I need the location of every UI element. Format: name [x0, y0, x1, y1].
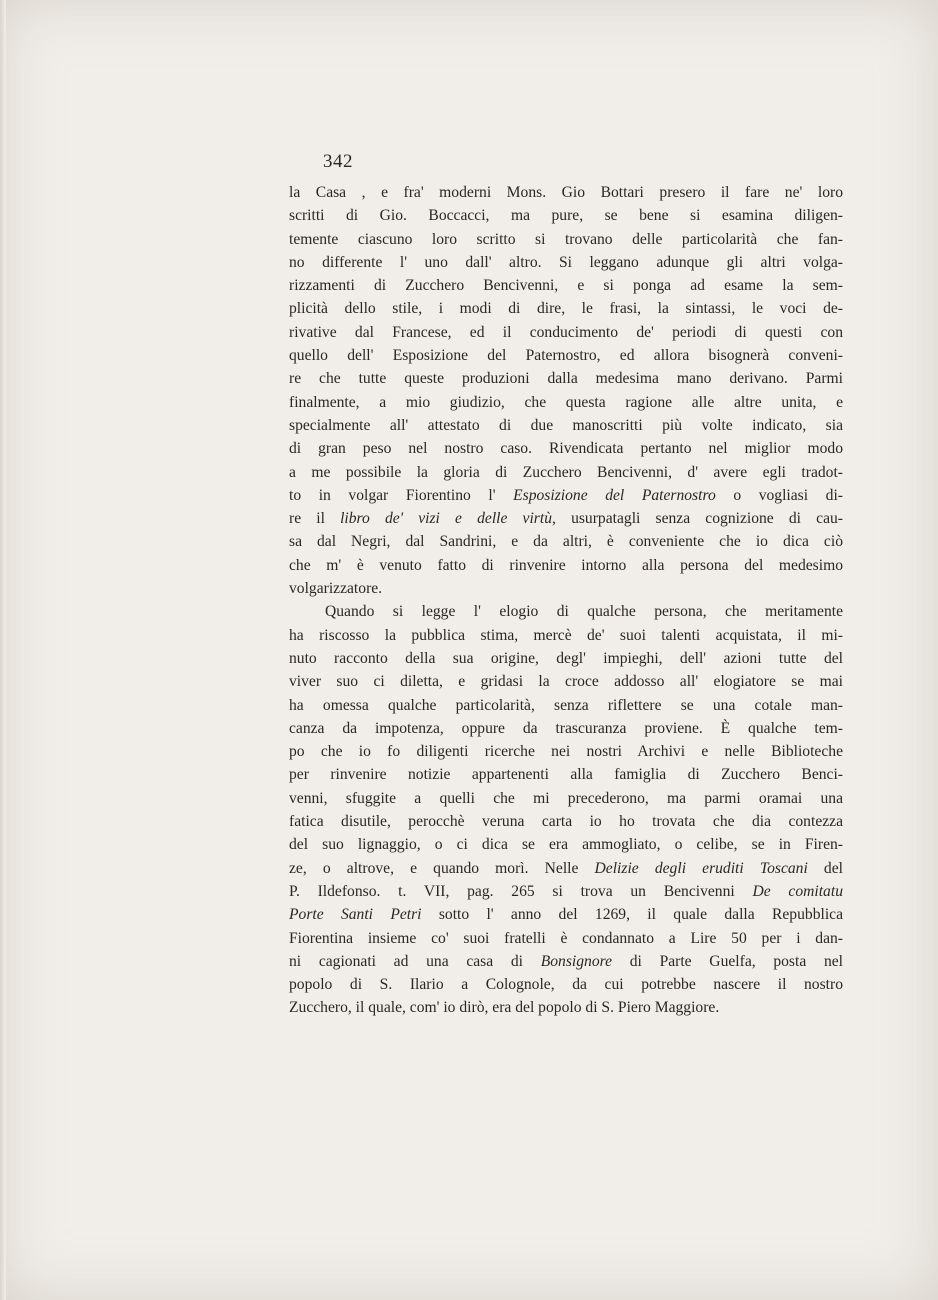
text-run: del [807, 859, 843, 877]
text-line: plicità dello stile, i modi di dire, le frasi, la sintassi, le voci de- [289, 300, 843, 318]
text-line [289, 857, 843, 880]
text-line: temente ciascuno loro scritto si trovano delle particolarità che fan- [289, 230, 843, 248]
text-line: Zucchero, il quale, com' io dirò, era del popolo di S. Piero Maggiore. [289, 999, 720, 1017]
text-line: rizzamenti di Zucchero Bencivenni, e si ponga ad esame la sem- [289, 277, 843, 295]
paragraph-1 [289, 181, 843, 600]
text-line [289, 880, 843, 903]
text-line: ha riscosso la pubblica stima, mercè de' suoi talenti acquistata, il mi- [289, 626, 843, 644]
text-line: per rinvenire notizie appartenenti alla famiglia di Zucchero Benci- [289, 766, 843, 784]
text-line: volgarizzatore. [289, 580, 383, 598]
text-line: a me possibile la gloria di Zucchero Bencivenni, d' avere egli tradot- [289, 463, 843, 481]
text-line: sa dal Negri, dal Sandrini, e da altri, è conveniente che io dica ciò [289, 533, 843, 551]
italic-title: Delizie degli eruditi Toscani [594, 859, 808, 877]
text-line: scritti di Gio. Boccacci, ma pure, se bene si esamina diligen- [289, 207, 843, 225]
text-line: finalmente, a mio giudizio, che questa ragione alle altre unita, e [289, 393, 843, 411]
text-line: quello dell' Esposizione del Paternostro, ed allora bisognerà conveni- [289, 347, 843, 365]
text-line [289, 507, 843, 530]
text-line: fatica disutile, perocchè veruna carta io ho trovata che dia contezza [289, 813, 843, 831]
text-line: di gran peso nel nostro caso. Rivendicata pertanto nel miglior modo [289, 440, 843, 458]
text-line: specialmente all' attestato di due manoscritti più volte indicato, sia [289, 416, 843, 434]
text-line: Quando si legge l' elogio di qualche persona, che meritamente [325, 603, 843, 621]
text-run: ze, o altrove, e quando morì. Nelle [289, 859, 595, 877]
text-line: che m' è venuto fatto di rinvenire intorno alla persona del medesimo [289, 556, 843, 574]
text-run: di Parte Guelfa, posta nel [612, 952, 844, 970]
italic-title: libro de' vizi e delle virtù [340, 510, 553, 528]
italic-title: Bonsignore [540, 952, 613, 970]
text-line [289, 950, 843, 973]
text-line: ha omessa qualche particolarità, senza riflettere se una cotale man- [289, 696, 843, 714]
text-line: no differente l' uno dall' altro. Si leggano adunque gli altri volga- [289, 253, 843, 271]
text-line: viver suo ci diletta, e gridasi la croce addosso all' elogiatore se mai [289, 673, 843, 691]
italic-title: Esposizione del Paternostro [513, 486, 716, 504]
paragraph-2 [289, 600, 843, 1019]
text-line: re che tutte queste produzioni dalla medesima mano derivano. Parmi [289, 370, 843, 388]
text-line: venni, sfuggite a quelli che mi precederono, ma parmi oramai una [289, 789, 843, 807]
text-run: to in volgar Fiorentino l' [289, 486, 514, 504]
page-edge [0, 0, 6, 1300]
text-line: del suo lignaggio, o ci dica se era ammogliato, o celibe, se in Firen- [289, 836, 843, 854]
page-number: 342 [323, 151, 353, 172]
text-run: P. Ildefonso. t. VII, pag. 265 si trova un Bencivenni [289, 882, 753, 900]
text-run: ni cagionati ad una casa di [289, 952, 541, 970]
text-line: canza da impotenza, oppure da trascuranza proviene. È qualche tem- [289, 719, 843, 737]
text-line: nuto racconto della sua origine, degl' impieghi, dell' azioni tutte del [289, 649, 843, 667]
text-line: popolo di S. Ilario a Colognole, da cui potrebbe nascere il nostro [289, 976, 843, 994]
text-run: sotto l' anno del 1269, il quale dalla Repubblica [421, 906, 843, 924]
text-line: Fiorentina insieme co' suoi fratelli è condannato a Lire 50 per i dan- [289, 929, 843, 947]
text-line: po che io fo diligenti ricerche nei nostri Archivi e nelle Biblioteche [289, 743, 843, 761]
text-line [289, 484, 843, 507]
text-run: re il [289, 510, 341, 528]
text-line: la Casa , e fra' moderni Mons. Gio Bottari presero il fare ne' loro [289, 184, 843, 201]
body-text [289, 152, 843, 1020]
text-run: , usurpatagli senza cognizione di cau- [552, 510, 843, 528]
italic-title: De comitatu [752, 882, 843, 900]
text-run: o vogliasi di- [715, 486, 843, 504]
text-line [289, 903, 843, 926]
italic-title: Porte Santi Petri [289, 906, 422, 924]
text-line: rivative dal Francese, ed il conducimento de' periodi di questi con [289, 323, 843, 341]
